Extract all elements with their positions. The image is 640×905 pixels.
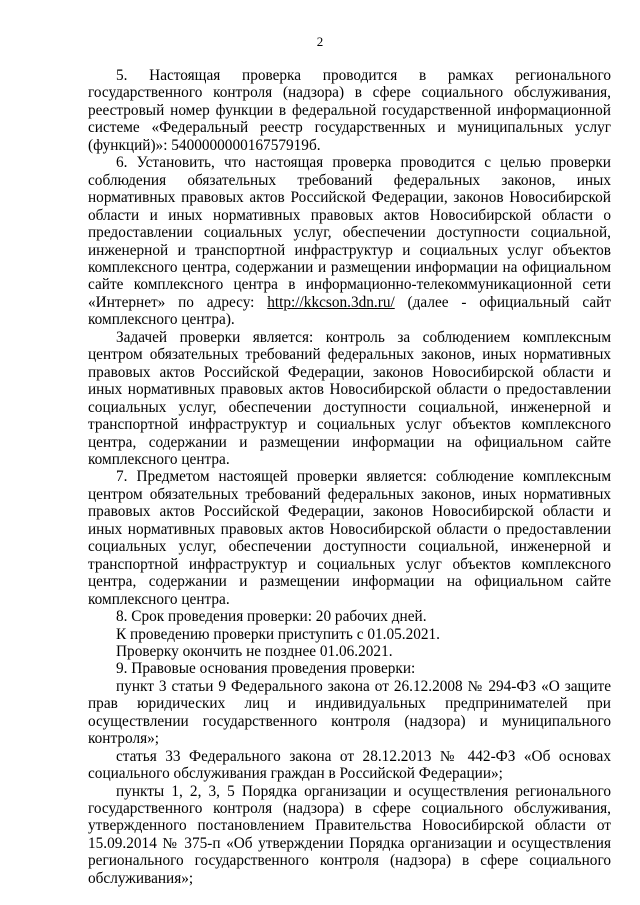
paragraph-9-item-3: пункты 1, 2, 3, 5 Порядка организации и осуществления регионального государственного контроля (надзора) в сфере социального обслуживания, утвержденного постановлением Правительства Новосибирской области от 15.09.2014 № 375-п «Об утверждении Порядка организации и осуществления регионального государственного контроля (надзора) в сфере социального обслуживания»; [88,782,611,887]
paragraph-8-start-date: К проведению проверки приступить с 01.05.2021. [116,625,440,643]
paragraph-9-item-1: пункт 3 статьи 9 Федерального закона от 26.12.2008 № 294-ФЗ «О защите прав юридических лиц и индивидуальных предпринимателей при осуществлении государственного контроля (надзора) и муниципального контроля»; [88,677,611,748]
paragraph-9-item-2: статья 33 Федерального закона от 28.12.2013 № 442-ФЗ «Об основах социального обслуживания граждан в Российской Федерации»; [88,747,611,783]
page-number: 2 [316,34,324,49]
website-link[interactable]: http://kkcson.3dn.ru/ [267,293,395,311]
paragraph-5: 5. Настоящая проверка проводится в рамках регионального государственного контроля (надзора) в сфере социального обслуживания, реестровый номер функции в федеральной государственной информационной системе «Федеральный реестр государственных и муниципальных услуг (функций)»: 540000000016757919б. [88,67,611,154]
document-body [88,67,611,887]
paragraph-6-task: Задачей проверки является: контроль за соблюдением комплексным центром обязательных требований федеральных законов, иных нормативных правовых актов Российской Федерации, законов Новосибирской области и иных нормативных правовых актов Новосибирской области о предоставлении социальных услуг, обеспечении доступности социальной, инженерной и транспортной инфраструктур и социальных услуг объектов комплексного центра, содержании и размещении информации на официальном сайте комплексного центра. [88,328,611,468]
paragraph-8: 8. Срок проведения проверки: 20 рабочих дней. [116,608,427,626]
paragraph-7: 7. Предметом настоящей проверки является: соблюдение комплексным центром обязательных требований федеральных законов, иных нормативных правовых актов Российской Федерации, законов Новосибирской области и иных нормативных правовых актов Новосибирской области о предоставлении социальных услуг, обеспечении доступности социальной, инженерной и транспортной инфраструктур и социальных услуг объектов комплексного центра, содержании и размещении информации на официальном сайте комплексного центра. [88,468,611,608]
paragraph-6-text: 6. Установить, что настоящая проверка проводится с целью проверки соблюдения обязательных требований федеральных законов, иных нормативных правовых актов Российской Федерации, законов Новосибирской области и иных нормативных правовых актов Новосибирской области о предоставлении социальных услуг, обеспечении доступности социальной, инженерной и транспортной инфраструктур и социальных услуг объектов комплексного центра, содержании и размещении информации на официальном сайте комплексного центра в информационно-телекоммуникационной сети «Интернет» по адресу: [88,154,611,311]
paragraph-6-text-end: (далее - официальный сайт комплексного центра). [88,293,612,329]
paragraph-8-end-date: Проверку окончить не позднее 01.06.2021. [116,642,393,660]
paragraph-9: 9. Правовые основания проведения проверки: [116,660,416,678]
paragraph-6 [88,154,611,329]
